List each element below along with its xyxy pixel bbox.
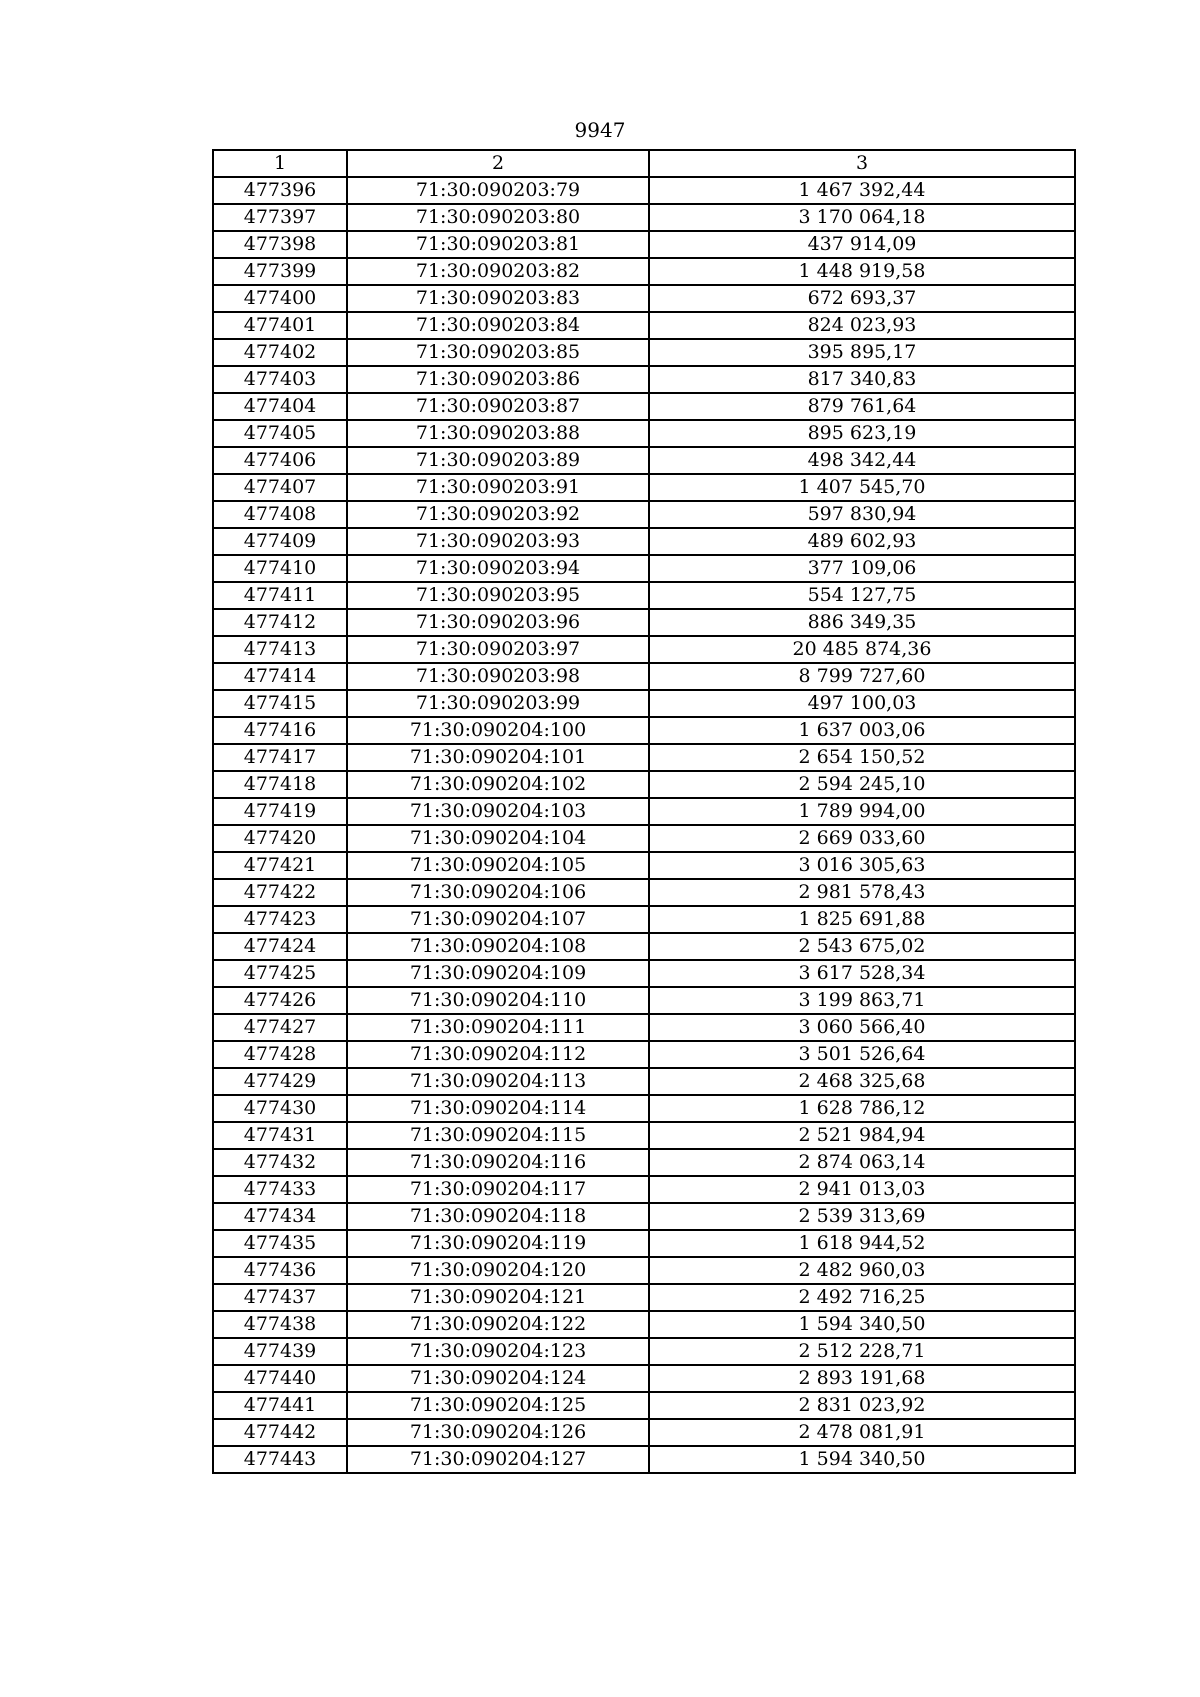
row-number-cell: 477435: [213, 1230, 347, 1257]
cadastral-value-cell: 2 893 191,68: [649, 1365, 1075, 1392]
cadastral-value-cell: 1 825 691,88: [649, 906, 1075, 933]
table-row: [213, 1338, 1075, 1365]
cadastral-number-cell: 71:30:090203:82: [347, 258, 649, 285]
cadastral-number-cell: 71:30:090204:126: [347, 1419, 649, 1446]
row-number-cell: 477396: [213, 177, 347, 204]
cadastral-number-cell: 71:30:090204:105: [347, 852, 649, 879]
row-number-cell: 477398: [213, 231, 347, 258]
row-number-cell: 477428: [213, 1041, 347, 1068]
table-row: [213, 906, 1075, 933]
cadastral-value-cell: 3 199 863,71: [649, 987, 1075, 1014]
cadastral-number-cell: 71:30:090204:116: [347, 1149, 649, 1176]
cadastral-number-cell: 71:30:090204:106: [347, 879, 649, 906]
cadastral-number-cell: 71:30:090203:81: [347, 231, 649, 258]
table-row: [213, 690, 1075, 717]
cadastral-value-cell: 2 594 245,10: [649, 771, 1075, 798]
table-row: [213, 825, 1075, 852]
cadastral-value-cell: 672 693,37: [649, 285, 1075, 312]
cadastral-value-cell: 2 539 313,69: [649, 1203, 1075, 1230]
cadastral-value-cell: 2 492 716,25: [649, 1284, 1075, 1311]
table-row: [213, 231, 1075, 258]
cadastral-value-cell: 2 981 578,43: [649, 879, 1075, 906]
cadastral-number-cell: 71:30:090203:97: [347, 636, 649, 663]
cadastral-number-cell: 71:30:090204:108: [347, 933, 649, 960]
table-row: [213, 1284, 1075, 1311]
table-row: [213, 1176, 1075, 1203]
cadastral-number-cell: 71:30:090203:88: [347, 420, 649, 447]
row-number-cell: 477397: [213, 204, 347, 231]
row-number-cell: 477420: [213, 825, 347, 852]
table-row: [213, 1149, 1075, 1176]
header-col-3: 3: [649, 150, 1075, 177]
cadastral-number-cell: 71:30:090203:91: [347, 474, 649, 501]
cadastral-value-cell: 2 654 150,52: [649, 744, 1075, 771]
row-number-cell: 477404: [213, 393, 347, 420]
cadastral-value-cell: 20 485 874,36: [649, 636, 1075, 663]
row-number-cell: 477440: [213, 1365, 347, 1392]
cadastral-value-cell: 2 512 228,71: [649, 1338, 1075, 1365]
row-number-cell: 477425: [213, 960, 347, 987]
table-row: [213, 1068, 1075, 1095]
table-row: [213, 339, 1075, 366]
cadastral-number-cell: 71:30:090204:103: [347, 798, 649, 825]
table-row: [213, 1446, 1075, 1473]
cadastral-value-cell: 2 941 013,03: [649, 1176, 1075, 1203]
row-number-cell: 477441: [213, 1392, 347, 1419]
cadastral-number-cell: 71:30:090203:83: [347, 285, 649, 312]
table-body: [213, 177, 1075, 1473]
cadastral-number-cell: 71:30:090204:111: [347, 1014, 649, 1041]
cadastral-value-cell: 2 874 063,14: [649, 1149, 1075, 1176]
table-row: [213, 1041, 1075, 1068]
cadastral-value-cell: 1 448 919,58: [649, 258, 1075, 285]
table-row: [213, 1311, 1075, 1338]
cadastral-value-cell: 3 016 305,63: [649, 852, 1075, 879]
row-number-cell: 477438: [213, 1311, 347, 1338]
cadastral-number-cell: 71:30:090204:102: [347, 771, 649, 798]
table-row: [213, 312, 1075, 339]
cadastral-value-cell: 1 637 003,06: [649, 717, 1075, 744]
table-row: [213, 555, 1075, 582]
cadastral-number-cell: 71:30:090204:113: [347, 1068, 649, 1095]
row-number-cell: 477405: [213, 420, 347, 447]
table-row: [213, 987, 1075, 1014]
table-row: [213, 1419, 1075, 1446]
row-number-cell: 477403: [213, 366, 347, 393]
row-number-cell: 477427: [213, 1014, 347, 1041]
table-row: [213, 609, 1075, 636]
table-row: [213, 204, 1075, 231]
table-row: [213, 528, 1075, 555]
cadastral-number-cell: 71:30:090204:123: [347, 1338, 649, 1365]
cadastral-value-table: [212, 149, 1076, 1474]
cadastral-value-cell: 1 407 545,70: [649, 474, 1075, 501]
row-number-cell: 477418: [213, 771, 347, 798]
table-row: [213, 933, 1075, 960]
page-number: 9947: [574, 118, 626, 142]
cadastral-number-cell: 71:30:090203:99: [347, 690, 649, 717]
cadastral-number-cell: 71:30:090203:86: [347, 366, 649, 393]
row-number-cell: 477431: [213, 1122, 347, 1149]
row-number-cell: 477437: [213, 1284, 347, 1311]
table-row: [213, 744, 1075, 771]
cadastral-number-cell: 71:30:090203:84: [347, 312, 649, 339]
cadastral-value-cell: 1 594 340,50: [649, 1446, 1075, 1473]
cadastral-value-cell: 597 830,94: [649, 501, 1075, 528]
cadastral-value-cell: 3 060 566,40: [649, 1014, 1075, 1041]
cadastral-number-cell: 71:30:090204:107: [347, 906, 649, 933]
cadastral-value-cell: 8 799 727,60: [649, 663, 1075, 690]
row-number-cell: 477430: [213, 1095, 347, 1122]
row-number-cell: 477442: [213, 1419, 347, 1446]
cadastral-number-cell: 71:30:090204:100: [347, 717, 649, 744]
cadastral-value-cell: 817 340,83: [649, 366, 1075, 393]
cadastral-value-cell: 497 100,03: [649, 690, 1075, 717]
cadastral-value-cell: 2 831 023,92: [649, 1392, 1075, 1419]
table-row: [213, 1122, 1075, 1149]
row-number-cell: 477399: [213, 258, 347, 285]
table-row: [213, 1230, 1075, 1257]
table-row: [213, 771, 1075, 798]
cadastral-number-cell: 71:30:090204:124: [347, 1365, 649, 1392]
row-number-cell: 477407: [213, 474, 347, 501]
table-row: [213, 501, 1075, 528]
row-number-cell: 477443: [213, 1446, 347, 1473]
table-header: [213, 150, 1075, 177]
cadastral-number-cell: 71:30:090204:101: [347, 744, 649, 771]
cadastral-value-cell: 2 478 081,91: [649, 1419, 1075, 1446]
cadastral-value-cell: 879 761,64: [649, 393, 1075, 420]
row-number-cell: 477424: [213, 933, 347, 960]
cadastral-value-cell: 2 468 325,68: [649, 1068, 1075, 1095]
row-number-cell: 477421: [213, 852, 347, 879]
row-number-cell: 477408: [213, 501, 347, 528]
cadastral-value-cell: 2 521 984,94: [649, 1122, 1075, 1149]
cadastral-number-cell: 71:30:090203:96: [347, 609, 649, 636]
cadastral-value-cell: 1 467 392,44: [649, 177, 1075, 204]
row-number-cell: 477400: [213, 285, 347, 312]
table-row: [213, 1365, 1075, 1392]
cadastral-number-cell: 71:30:090204:120: [347, 1257, 649, 1284]
cadastral-value-cell: 895 623,19: [649, 420, 1075, 447]
row-number-cell: 477417: [213, 744, 347, 771]
cadastral-value-cell: 2 669 033,60: [649, 825, 1075, 852]
table-row: [213, 960, 1075, 987]
cadastral-number-cell: 71:30:090204:125: [347, 1392, 649, 1419]
cadastral-number-cell: 71:30:090204:114: [347, 1095, 649, 1122]
table-row: [213, 1257, 1075, 1284]
row-number-cell: 477409: [213, 528, 347, 555]
row-number-cell: 477410: [213, 555, 347, 582]
cadastral-number-cell: 71:30:090204:118: [347, 1203, 649, 1230]
cadastral-value-cell: 824 023,93: [649, 312, 1075, 339]
row-number-cell: 477412: [213, 609, 347, 636]
cadastral-value-cell: 1 594 340,50: [649, 1311, 1075, 1338]
table-row: [213, 1392, 1075, 1419]
row-number-cell: 477413: [213, 636, 347, 663]
row-number-cell: 477401: [213, 312, 347, 339]
cadastral-value-cell: 498 342,44: [649, 447, 1075, 474]
row-number-cell: 477434: [213, 1203, 347, 1230]
row-number-cell: 477439: [213, 1338, 347, 1365]
row-number-cell: 477415: [213, 690, 347, 717]
row-number-cell: 477406: [213, 447, 347, 474]
cadastral-number-cell: 71:30:090204:110: [347, 987, 649, 1014]
cadastral-number-cell: 71:30:090204:121: [347, 1284, 649, 1311]
row-number-cell: 477411: [213, 582, 347, 609]
cadastral-number-cell: 71:30:090203:89: [347, 447, 649, 474]
table-row: [213, 1014, 1075, 1041]
header-row: [213, 150, 1075, 177]
row-number-cell: 477402: [213, 339, 347, 366]
row-number-cell: 477419: [213, 798, 347, 825]
cadastral-number-cell: 71:30:090203:87: [347, 393, 649, 420]
table-row: [213, 258, 1075, 285]
cadastral-value-cell: 1 789 994,00: [649, 798, 1075, 825]
cadastral-number-cell: 71:30:090203:95: [347, 582, 649, 609]
table-row: [213, 366, 1075, 393]
table-row: [213, 582, 1075, 609]
row-number-cell: 477433: [213, 1176, 347, 1203]
cadastral-number-cell: 71:30:090204:115: [347, 1122, 649, 1149]
cadastral-value-cell: 437 914,09: [649, 231, 1075, 258]
table-row: [213, 285, 1075, 312]
table-row: [213, 663, 1075, 690]
cadastral-number-cell: 71:30:090204:109: [347, 960, 649, 987]
cadastral-value-cell: 395 895,17: [649, 339, 1075, 366]
cadastral-value-cell: 886 349,35: [649, 609, 1075, 636]
cadastral-value-cell: 1 628 786,12: [649, 1095, 1075, 1122]
table-row: [213, 474, 1075, 501]
table-row: [213, 717, 1075, 744]
cadastral-number-cell: 71:30:090204:117: [347, 1176, 649, 1203]
cadastral-number-cell: 71:30:090203:94: [347, 555, 649, 582]
cadastral-number-cell: 71:30:090204:119: [347, 1230, 649, 1257]
header-col-1: 1: [213, 150, 347, 177]
cadastral-value-cell: 554 127,75: [649, 582, 1075, 609]
cadastral-number-cell: 71:30:090204:104: [347, 825, 649, 852]
cadastral-number-cell: 71:30:090203:92: [347, 501, 649, 528]
cadastral-number-cell: 71:30:090203:93: [347, 528, 649, 555]
table-row: [213, 420, 1075, 447]
table-row: [213, 447, 1075, 474]
row-number-cell: 477426: [213, 987, 347, 1014]
cadastral-value-cell: 2 482 960,03: [649, 1257, 1075, 1284]
cadastral-number-cell: 71:30:090204:122: [347, 1311, 649, 1338]
table-row: [213, 177, 1075, 204]
cadastral-value-cell: 489 602,93: [649, 528, 1075, 555]
table-row: [213, 879, 1075, 906]
table-row: [213, 393, 1075, 420]
row-number-cell: 477414: [213, 663, 347, 690]
row-number-cell: 477436: [213, 1257, 347, 1284]
table-row: [213, 636, 1075, 663]
table-row: [213, 798, 1075, 825]
cadastral-value-cell: 3 617 528,34: [649, 960, 1075, 987]
row-number-cell: 477423: [213, 906, 347, 933]
cadastral-number-cell: 71:30:090203:79: [347, 177, 649, 204]
table-row: [213, 852, 1075, 879]
cadastral-number-cell: 71:30:090204:127: [347, 1446, 649, 1473]
cadastral-number-cell: 71:30:090204:112: [347, 1041, 649, 1068]
cadastral-value-cell: 3 501 526,64: [649, 1041, 1075, 1068]
cadastral-value-cell: 1 618 944,52: [649, 1230, 1075, 1257]
row-number-cell: 477422: [213, 879, 347, 906]
cadastral-number-cell: 71:30:090203:80: [347, 204, 649, 231]
cadastral-value-cell: 3 170 064,18: [649, 204, 1075, 231]
table-row: [213, 1203, 1075, 1230]
row-number-cell: 477429: [213, 1068, 347, 1095]
cadastral-value-cell: 2 543 675,02: [649, 933, 1075, 960]
cadastral-number-cell: 71:30:090203:98: [347, 663, 649, 690]
cadastral-number-cell: 71:30:090203:85: [347, 339, 649, 366]
cadastral-value-cell: 377 109,06: [649, 555, 1075, 582]
table-row: [213, 1095, 1075, 1122]
row-number-cell: 477432: [213, 1149, 347, 1176]
row-number-cell: 477416: [213, 717, 347, 744]
header-col-2: 2: [347, 150, 649, 177]
